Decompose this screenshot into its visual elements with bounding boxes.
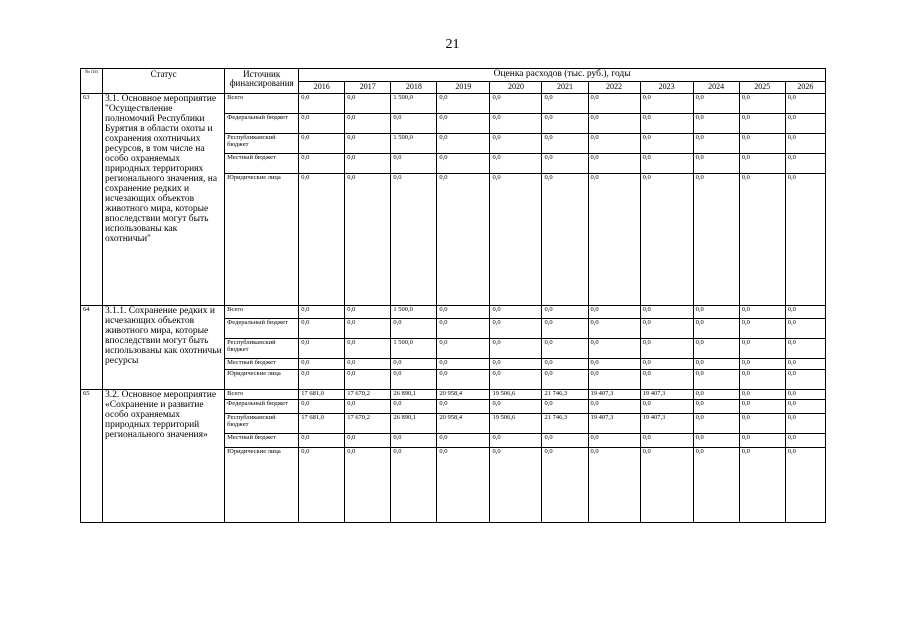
expense-value: 0,0 <box>785 339 825 359</box>
expense-value: 0,0 <box>739 319 785 339</box>
expense-value: 0,0 <box>693 359 739 370</box>
expense-value: 0,0 <box>437 447 490 522</box>
funding-source: Всего <box>225 94 299 114</box>
expense-value: 0,0 <box>785 370 825 390</box>
expense-value: 0,0 <box>693 370 739 390</box>
expense-value: 0,0 <box>785 306 825 319</box>
expense-value: 0,0 <box>693 174 739 306</box>
year-header: 2018 <box>391 82 437 94</box>
expense-value: 0,0 <box>391 399 437 413</box>
expense-value: 0,0 <box>490 134 542 154</box>
expense-value: 0,0 <box>299 339 345 359</box>
year-header: 2021 <box>542 82 588 94</box>
year-header: 2023 <box>640 82 693 94</box>
expense-value: 0,0 <box>588 359 640 370</box>
expense-value: 0,0 <box>437 399 490 413</box>
expense-value: 26 890,1 <box>391 390 437 400</box>
expense-value: 0,0 <box>299 319 345 339</box>
expense-value: 0,0 <box>345 433 391 447</box>
expense-value: 0,0 <box>588 399 640 413</box>
expense-value: 0,0 <box>588 114 640 134</box>
expense-value: 0,0 <box>490 319 542 339</box>
expense-value: 0,0 <box>437 433 490 447</box>
funding-source: Республиканский бюджет <box>225 413 299 433</box>
expense-value: 0,0 <box>785 359 825 370</box>
expense-value: 0,0 <box>542 174 588 306</box>
expense-value: 0,0 <box>490 433 542 447</box>
expense-value: 0,0 <box>785 413 825 433</box>
expense-value: 0,0 <box>739 370 785 390</box>
expense-value: 0,0 <box>490 447 542 522</box>
expense-value: 19 506,6 <box>490 390 542 400</box>
expense-value: 0,0 <box>437 359 490 370</box>
expense-value: 0,0 <box>490 306 542 319</box>
table-row <box>81 390 826 400</box>
expense-value: 0,0 <box>785 399 825 413</box>
funding-source: Федеральный бюджет <box>225 319 299 339</box>
expense-value: 0,0 <box>640 339 693 359</box>
status-cell: 3.1. Основное мероприятие "Осуществление полномочий Республики Бурятия в области охоты и сохранения охотничьих ресурсов, в том числе на особо охраняемых природных территориях регионального значения, на сохранение редких и исчезающих объектов животного мира, которые впоследствии могут быть использованы как охотничьи" <box>103 94 225 306</box>
expense-value: 0,0 <box>542 94 588 114</box>
expense-value: 0,0 <box>542 399 588 413</box>
budget-table <box>80 68 826 523</box>
expense-value: 21 746,3 <box>542 413 588 433</box>
expense-value: 0,0 <box>437 174 490 306</box>
expense-value: 0,0 <box>739 114 785 134</box>
expense-value: 0,0 <box>490 399 542 413</box>
row-number: 63 <box>81 94 103 306</box>
expense-value: 0,0 <box>299 359 345 370</box>
expense-value: 19 506,6 <box>490 413 542 433</box>
expense-value: 26 890,1 <box>391 413 437 433</box>
expense-value: 0,0 <box>640 94 693 114</box>
year-header: 2022 <box>588 82 640 94</box>
funding-source: Местный бюджет <box>225 433 299 447</box>
funding-source: Республиканский бюджет <box>225 134 299 154</box>
funding-source: Юридические лица <box>225 370 299 390</box>
expense-value: 0,0 <box>588 134 640 154</box>
expense-value: 0,0 <box>785 447 825 522</box>
expense-value: 0,0 <box>739 413 785 433</box>
expense-value: 0,0 <box>345 319 391 339</box>
expense-value: 0,0 <box>437 306 490 319</box>
expense-value: 0,0 <box>588 154 640 174</box>
expense-value: 0,0 <box>391 370 437 390</box>
expense-value: 0,0 <box>299 370 345 390</box>
expense-value: 1 500,0 <box>391 339 437 359</box>
expense-value: 19 407,3 <box>588 413 640 433</box>
expense-value: 0,0 <box>785 114 825 134</box>
expense-value: 0,0 <box>490 359 542 370</box>
expense-value: 0,0 <box>785 319 825 339</box>
funding-source: Всего <box>225 390 299 400</box>
expense-value: 0,0 <box>345 370 391 390</box>
expense-value: 0,0 <box>299 154 345 174</box>
expense-value: 0,0 <box>345 399 391 413</box>
expense-value: 0,0 <box>490 174 542 306</box>
header-source: Источник финансирования <box>225 69 299 94</box>
expense-value: 0,0 <box>437 114 490 134</box>
expense-value: 0,0 <box>588 94 640 114</box>
expense-value: 19 407,3 <box>640 413 693 433</box>
expense-value: 0,0 <box>490 114 542 134</box>
funding-source: Юридические лица <box>225 174 299 306</box>
expense-value: 0,0 <box>640 370 693 390</box>
expense-value: 0,0 <box>391 319 437 339</box>
year-header: 2025 <box>739 82 785 94</box>
expense-value: 19 407,3 <box>640 390 693 400</box>
expense-value: 0,0 <box>739 134 785 154</box>
status-cell: 3.2. Основное мероприятие «Сохранение и развитие особо охраняемых природных территорий регионального значения» <box>103 390 225 523</box>
status-cell: 3.1.1. Сохранение редких и исчезающих объектов животного мира, которые впоследствии могут быть использованы как охотничьи ресурсы <box>103 306 225 390</box>
year-header: 2026 <box>785 82 825 94</box>
funding-source: Всего <box>225 306 299 319</box>
expense-value: 0,0 <box>588 447 640 522</box>
expense-value: 0,0 <box>490 370 542 390</box>
expense-value: 0,0 <box>588 306 640 319</box>
expense-value: 0,0 <box>739 94 785 114</box>
expense-value: 0,0 <box>490 154 542 174</box>
expense-value: 0,0 <box>640 154 693 174</box>
expense-value: 0,0 <box>739 306 785 319</box>
expense-value: 0,0 <box>299 447 345 522</box>
expense-value: 0,0 <box>345 339 391 359</box>
expense-value: 0,0 <box>640 447 693 522</box>
expense-value: 0,0 <box>391 433 437 447</box>
expense-value: 0,0 <box>739 359 785 370</box>
expense-value: 0,0 <box>542 339 588 359</box>
funding-source: Федеральный бюджет <box>225 399 299 413</box>
expense-value: 17 681,0 <box>299 413 345 433</box>
expense-value: 0,0 <box>299 399 345 413</box>
expense-value: 0,0 <box>640 399 693 413</box>
row-number: 64 <box>81 306 103 390</box>
expense-value: 0,0 <box>437 94 490 114</box>
year-header: 2024 <box>693 82 739 94</box>
expense-value: 19 407,3 <box>588 390 640 400</box>
expense-value: 0,0 <box>785 433 825 447</box>
year-header: 2020 <box>490 82 542 94</box>
expense-value: 0,0 <box>785 154 825 174</box>
expense-value: 0,0 <box>345 174 391 306</box>
expense-value: 0,0 <box>693 447 739 522</box>
table-body <box>81 94 826 523</box>
expense-value: 20 958,4 <box>437 390 490 400</box>
expense-value: 0,0 <box>739 339 785 359</box>
expense-value: 0,0 <box>739 399 785 413</box>
funding-source: Местный бюджет <box>225 359 299 370</box>
expense-value: 21 746,3 <box>542 390 588 400</box>
expense-value: 0,0 <box>345 94 391 114</box>
expense-value: 0,0 <box>640 359 693 370</box>
expense-value: 0,0 <box>693 390 739 400</box>
expense-value: 0,0 <box>542 359 588 370</box>
expense-value: 0,0 <box>693 399 739 413</box>
expense-value: 0,0 <box>693 94 739 114</box>
header-status: Статус <box>103 69 225 94</box>
expense-value: 0,0 <box>345 359 391 370</box>
table-row <box>81 94 826 114</box>
expense-value: 0,0 <box>693 413 739 433</box>
expense-value: 0,0 <box>693 134 739 154</box>
expense-value: 0,0 <box>739 390 785 400</box>
expense-value: 0,0 <box>345 154 391 174</box>
expense-value: 1 500,0 <box>391 94 437 114</box>
expense-value: 0,0 <box>437 134 490 154</box>
expense-value: 0,0 <box>739 154 785 174</box>
expense-value: 0,0 <box>542 114 588 134</box>
expense-value: 0,0 <box>345 134 391 154</box>
expense-value: 0,0 <box>391 114 437 134</box>
expense-value: 17 670,2 <box>345 413 391 433</box>
year-header: 2016 <box>299 82 345 94</box>
expense-value: 17 670,2 <box>345 390 391 400</box>
expense-value: 0,0 <box>542 370 588 390</box>
expense-value: 0,0 <box>437 339 490 359</box>
expense-value: 0,0 <box>391 447 437 522</box>
header-expenses: Оценка расходов (тыс. руб.), годы <box>299 69 826 82</box>
funding-source: Местный бюджет <box>225 154 299 174</box>
expense-value: 0,0 <box>693 339 739 359</box>
year-header: 2017 <box>345 82 391 94</box>
expense-value: 0,0 <box>542 433 588 447</box>
funding-source: Федеральный бюджет <box>225 114 299 134</box>
expense-value: 0,0 <box>588 319 640 339</box>
page-number: 21 <box>445 37 460 52</box>
expense-value: 0,0 <box>640 306 693 319</box>
expense-value: 0,0 <box>739 174 785 306</box>
expense-value: 0,0 <box>693 433 739 447</box>
expense-value: 0,0 <box>299 174 345 306</box>
header-num: № п/п <box>81 69 103 94</box>
expense-value: 20 958,4 <box>437 413 490 433</box>
expense-value: 0,0 <box>391 359 437 370</box>
expense-value: 0,0 <box>640 134 693 154</box>
expense-value: 0,0 <box>785 390 825 400</box>
expense-value: 0,0 <box>693 114 739 134</box>
expense-value: 0,0 <box>588 370 640 390</box>
expense-value: 0,0 <box>299 94 345 114</box>
funding-source: Республиканский бюджет <box>225 339 299 359</box>
expense-value: 0,0 <box>785 174 825 306</box>
expense-value: 0,0 <box>739 433 785 447</box>
expense-value: 0,0 <box>437 319 490 339</box>
expense-value: 0,0 <box>299 433 345 447</box>
expense-value: 0,0 <box>640 433 693 447</box>
expense-value: 0,0 <box>345 306 391 319</box>
expense-value: 0,0 <box>640 174 693 306</box>
expense-value: 0,0 <box>345 447 391 522</box>
expense-value: 0,0 <box>693 306 739 319</box>
expense-value: 0,0 <box>490 94 542 114</box>
year-header: 2019 <box>437 82 490 94</box>
expense-value: 0,0 <box>785 134 825 154</box>
expense-value: 0,0 <box>391 174 437 306</box>
expense-value: 0,0 <box>640 319 693 339</box>
expense-value: 0,0 <box>391 154 437 174</box>
table-row <box>81 306 826 319</box>
expense-value: 0,0 <box>588 339 640 359</box>
expense-value: 0,0 <box>785 94 825 114</box>
expense-value: 0,0 <box>437 154 490 174</box>
expense-value: 0,0 <box>693 154 739 174</box>
expense-value: 0,0 <box>345 114 391 134</box>
expense-value: 1 500,0 <box>391 134 437 154</box>
expense-value: 0,0 <box>588 174 640 306</box>
expense-value: 17 681,0 <box>299 390 345 400</box>
row-number: 65 <box>81 390 103 523</box>
expense-value: 0,0 <box>437 370 490 390</box>
expense-value: 0,0 <box>739 447 785 522</box>
expense-value: 0,0 <box>542 447 588 522</box>
expense-value: 1 500,0 <box>391 306 437 319</box>
expense-value: 0,0 <box>299 134 345 154</box>
expense-value: 0,0 <box>542 154 588 174</box>
funding-source: Юридические лица <box>225 447 299 522</box>
expense-value: 0,0 <box>542 319 588 339</box>
expense-value: 0,0 <box>693 319 739 339</box>
expense-value: 0,0 <box>299 306 345 319</box>
expense-value: 0,0 <box>542 306 588 319</box>
expense-value: 0,0 <box>640 114 693 134</box>
expense-value: 0,0 <box>490 339 542 359</box>
expense-value: 0,0 <box>588 433 640 447</box>
expense-value: 0,0 <box>299 114 345 134</box>
expense-value: 0,0 <box>542 134 588 154</box>
